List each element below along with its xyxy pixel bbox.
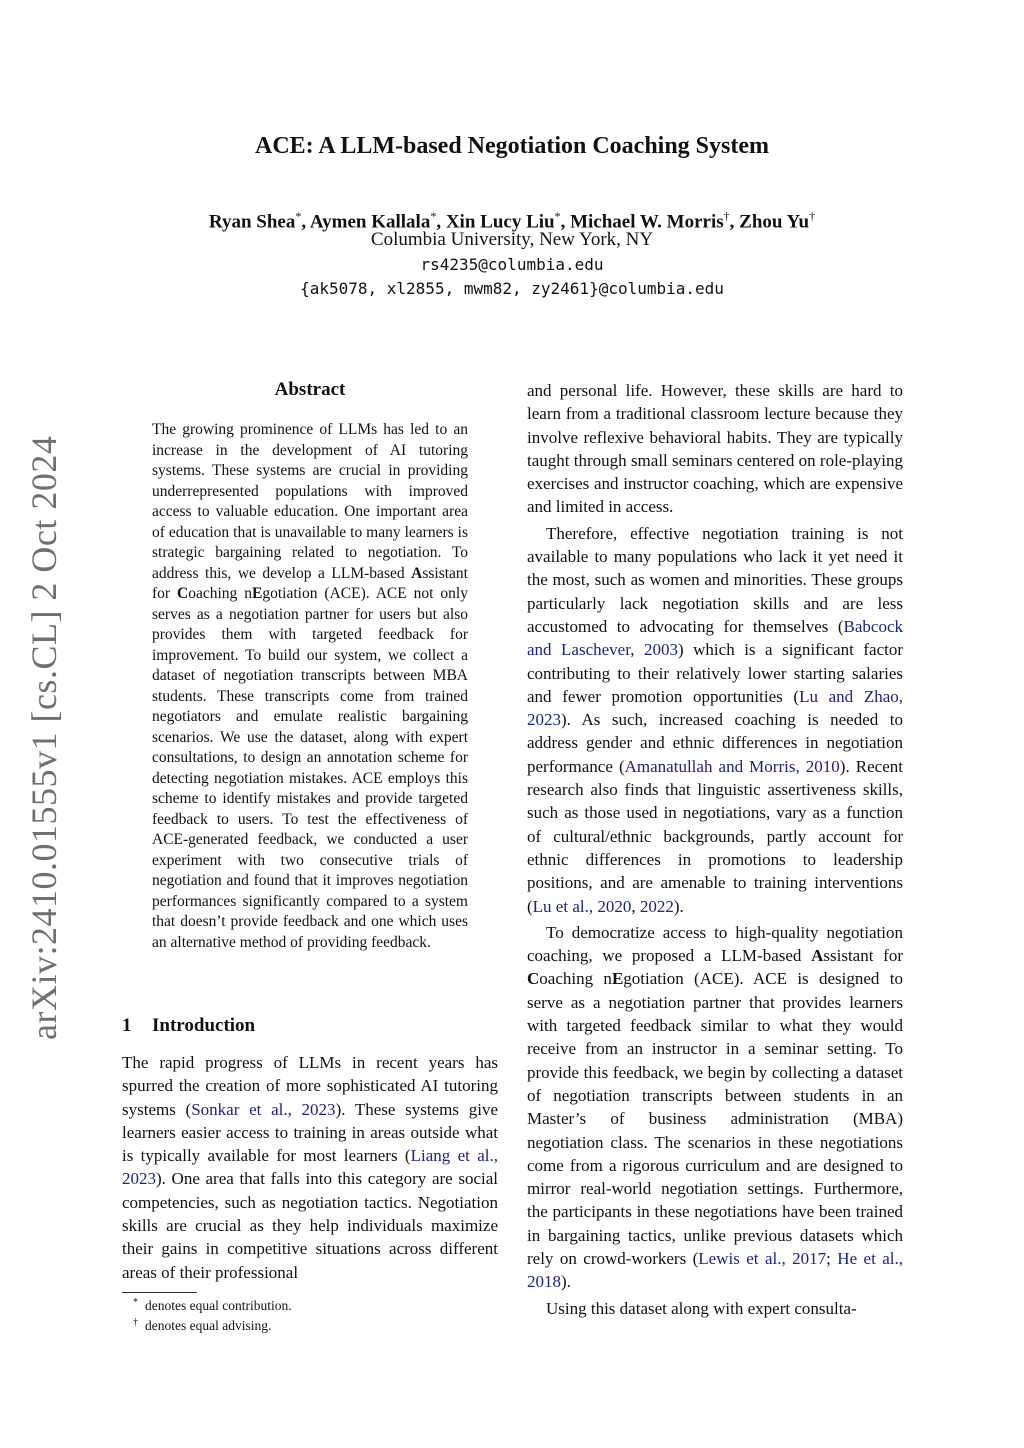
body-paragraph: and personal life. However, these skills are hard to learn from a traditional classroom lecture because they involve reflexive behavioral habits. They are typically taught through small seminars centered on role-playing exercises and instructor coaching, which are expensive and limited in access.: [527, 381, 903, 517]
acronym-letter: A: [411, 564, 423, 582]
abstract-text: gotiation (ACE). ACE not only serves as a negotiation partner for users but also provides them with targeted feedback for improvement. To build our system, we collect a dataset of negotiation transcripts between MBA students. These transcripts come from trained negotiators and emulate realistic bargaining scenarios. We use the dataset, along with expert consultations, to design an annotation scheme for detecting negotiation mistakes. ACE employs this scheme to identify mistakes and provide targeted feedback to users. To test the effectiveness of ACE-generated feedback, we conducted a user experiment with two consecutive trials of negotiation and found that it improves negotiation performances significantly compared to a system that doesn’t provide feedback and one which uses an alternative method of providing feedback.: [152, 585, 468, 951]
body-text: The rapid progress of LLMs in recent years has spurred the creation of more sophisticated AI tutoring systems (: [122, 1053, 498, 1119]
footnote-text: denotes equal contribution.: [145, 1298, 292, 1313]
abstract-body: [152, 420, 468, 953]
body-text: To democratize access to high-quality negotiation coaching, we proposed a LLM-based: [527, 922, 903, 966]
abstract-text: ssistant for: [152, 564, 468, 602]
paper-title: ACE: A LLM-based Negotiation Coaching System: [254, 133, 770, 159]
body-paragraph: [527, 921, 903, 1294]
body-text: Therefore, effective negotiation training is not available to many populations who lack it yet need it the most, such as women and minorities. These groups particularly lack negotiation skills and are less accustomed to advocating for themselves (: [527, 523, 903, 636]
footnotes: [133, 1296, 505, 1336]
body-text: ). Recent research also finds that linguistic assertiveness skills, such as those used in negotiations, vary as a function of cultural/ethnic backgrounds, partly account for ethnic differences in promotions to leadership positions, and are amenable to training interventions (: [527, 756, 903, 916]
right-column-body: [527, 379, 903, 1320]
citation-link[interactable]: 2022: [639, 896, 674, 916]
body-text: ssistant for: [823, 946, 903, 966]
citation-link[interactable]: Lewis et al., 2017: [698, 1248, 827, 1268]
author-mark: *: [430, 209, 437, 223]
arxiv-identifier: arXiv:2410.01555v1 [cs.CL] 2 Oct 2024: [24, 435, 64, 1040]
acronym-letter: E: [252, 585, 263, 602]
citation-link[interactable]: Babcock and Laschever: [527, 616, 903, 660]
body-text: ).: [561, 1272, 571, 1292]
body-text: ,: [630, 640, 644, 660]
author-name: Zhou Yu: [739, 211, 810, 233]
author-separator: ,: [560, 211, 566, 233]
footnote-item: [133, 1316, 505, 1336]
body-text: ). One area that falls into this category are social competencies, such as negotiation tactics. Negotiation skills are crucial as they help individuals maximize their gains in competitive situations across different areas of their professional: [122, 1169, 498, 1282]
body-paragraph: Using this dataset along with expert consulta-: [546, 1298, 857, 1318]
affiliation: Columbia University, New York, NY: [370, 229, 654, 250]
author-separator: ,: [301, 211, 307, 233]
body-text: ).: [673, 896, 684, 916]
author-separator: ,: [729, 211, 735, 233]
acronym-letter: C: [177, 585, 189, 602]
citation-link[interactable]: Liang et al., 2023: [122, 1146, 498, 1189]
citation-link[interactable]: Amanatullah and Morris, 2010: [624, 756, 840, 776]
email-primary: rs4235@columbia.edu: [420, 255, 604, 274]
acronym-letter: C: [527, 969, 540, 989]
left-column-body: [122, 1051, 498, 1284]
abstract-heading: Abstract: [274, 379, 346, 400]
intro-paragraph: [122, 1051, 498, 1284]
body-text: ;: [826, 1248, 838, 1268]
citation-link[interactable]: Lu et al., 2020: [532, 896, 632, 916]
author-name: Xin Lucy Liu: [445, 211, 555, 233]
body-text: ,: [631, 896, 640, 916]
section-title: Introduction: [152, 1015, 256, 1036]
author-separator: ,: [436, 211, 442, 233]
email-group: {ak5078, xl2855, mwm82, zy2461}@columbia.edu: [300, 279, 724, 298]
citation-link[interactable]: Sonkar et al., 2023: [191, 1099, 336, 1119]
abstract-text: The growing prominence of LLMs has led to an increase in the development of AI tutoring systems. These systems are crucial in providing underrepresented populations with improved access to valuable education. One important area of education that is unavailable to many learners is strategic bargaining related to negotiation. To address this, we develop a LLM-based: [152, 421, 468, 582]
author-name: Ryan Shea: [208, 211, 296, 233]
citation-link[interactable]: Lu and Zhao, 2023: [527, 686, 903, 730]
body-text: ). These systems give learners easier access to training in areas outside what is typically available for most learners (: [122, 1099, 499, 1166]
footnote-mark: *: [133, 1297, 138, 1308]
body-text: oaching n: [539, 969, 612, 989]
section-heading-introduction: [122, 1013, 502, 1039]
body-text: ) which is a significant factor contributing to their relatively lower starting salaries and fewer promotion opportunities (: [527, 640, 903, 706]
author-mark: *: [295, 209, 302, 223]
footnote-text: denotes equal advising.: [145, 1318, 272, 1333]
abstract-text: oaching n: [188, 585, 253, 602]
acronym-letter: E: [611, 969, 624, 989]
author-name: Aymen Kallala: [309, 211, 431, 233]
footnote-item: [133, 1296, 505, 1316]
author-name: Michael W. Morris: [570, 211, 724, 233]
body-text: ). As such, increased coaching is needed to address gender and ethnic differences in negotiation performance (: [527, 710, 903, 776]
author-mark: †: [723, 209, 730, 223]
section-number: 1: [122, 1015, 132, 1036]
citation-link[interactable]: 2003: [643, 640, 678, 660]
author-mark: *: [554, 209, 561, 223]
abstract-paragraph: [152, 420, 468, 953]
acronym-letter: A: [811, 946, 824, 966]
footnote-mark: †: [133, 1317, 138, 1328]
body-text: gotiation (ACE). ACE is designed to serve as a negotiation partner that provides learners with targeted feedback similar to what they would receive from an instructor in a seminar setting. To provide this feedback, we begin by collecting a dataset of negotiation transcripts between students in an Master’s of business administration (MBA) negotiation class. The scenarios in these negotiations come from a rigorous curriculum and are designed to mirror real-world negotiation settings. Furthermore, the participants in these negotiations have been trained in bargaining tactics, unlike previous datasets which rely on crowd-workers (: [527, 969, 903, 1268]
body-paragraph: [527, 522, 903, 918]
citation-link[interactable]: He et al., 2018: [527, 1248, 904, 1292]
author-mark: †: [809, 209, 816, 223]
